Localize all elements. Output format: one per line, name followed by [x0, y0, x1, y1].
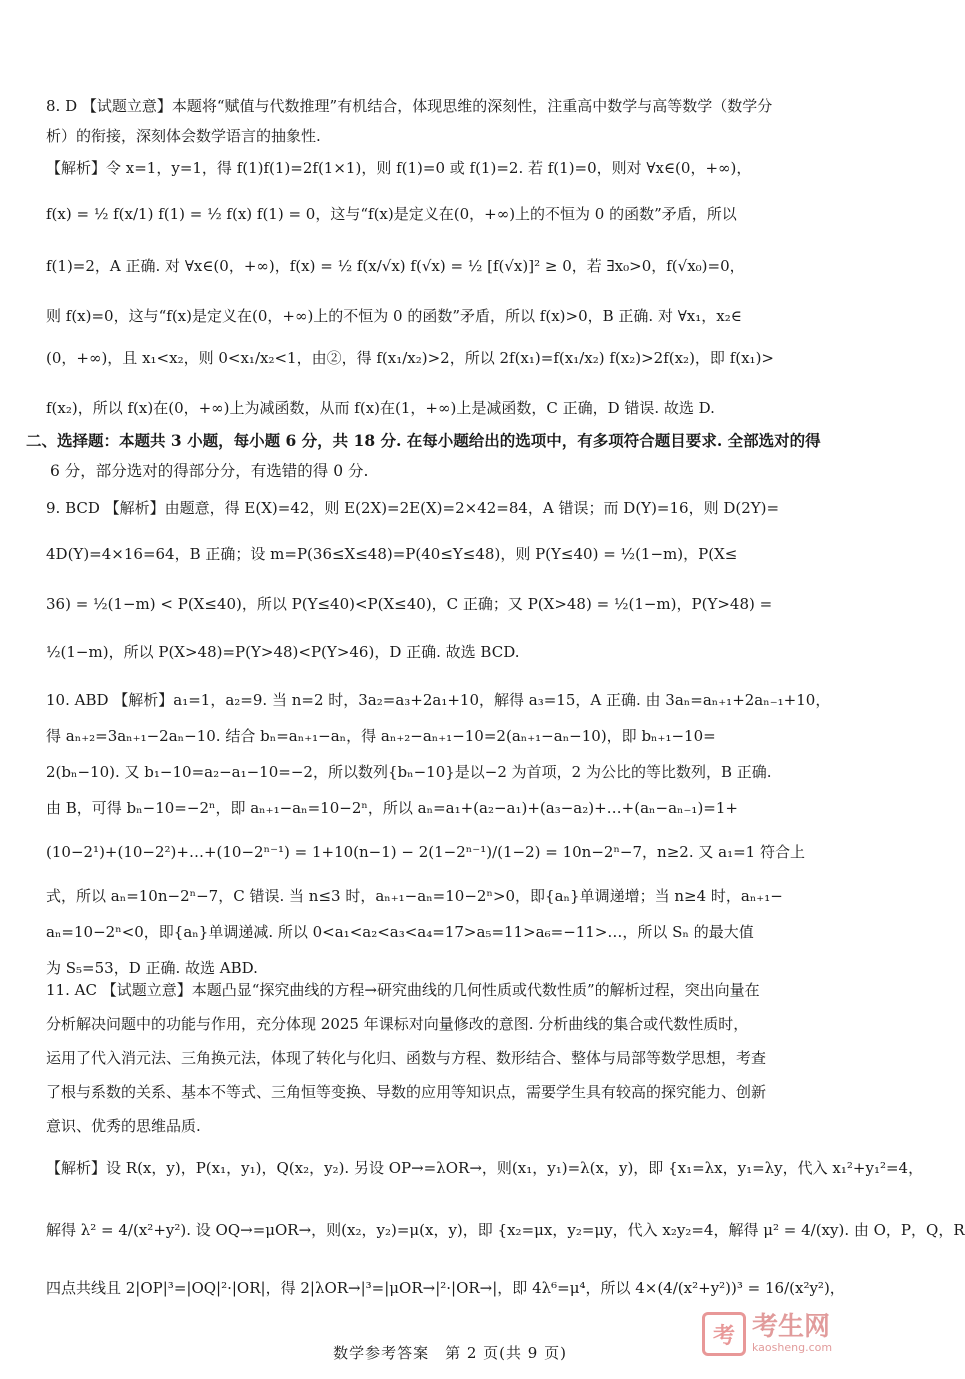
- q11-line: 【解析】设 R(x，y)，P(x₁，y₁)，Q(x₂，y₂). 另设 OP→=λOR→，则(x₁，y₁)=λ(x，y)，即 {x₁=λx，y₁=λy，代入 x₁²+y₁²=4，: [46, 1159, 924, 1177]
- watermark-text: [752, 1313, 832, 1355]
- q11-line: 分析解决问题中的功能与作用，充分体现 2025 年课标对向量修改的意图. 分析曲线的集合或代数性质时，: [46, 1015, 749, 1033]
- question-9: [46, 498, 872, 664]
- q8-line: 8. D 【试题立意】本题将“赋值与代数推理”有机结合，体现思维的深刻性，注重高中数学与高等数学（数学分: [46, 97, 773, 115]
- q9-line: ½(1−m)，所以 P(X>48)=P(Y>48)<P(Y>46)，D 正确. 故选 BCD.: [46, 643, 520, 661]
- q8-line: 【解析】令 x=1，y=1，得 f(1)f(1)=2f(1×1)，则 f(1)=0 或 f(1)=2. 若 f(1)=0，则对 ∀x∈(0，+∞)，: [46, 159, 752, 177]
- q10-line: (10−2¹)+(10−2²)+…+(10−2ⁿ⁻¹) = 1+10(n−1) − 2(1−2ⁿ⁻¹)/(1−2) = 10n−2ⁿ−7，n≥2. 又 a₁=1 符合上: [46, 843, 805, 861]
- q8-line: f(x₂)，所以 f(x)在(0，+∞)上为减函数，从而 f(x)在(1，+∞)上是减函数，C 正确，D 错误. 故选 D.: [46, 399, 715, 417]
- q8-line: 则 f(x)=0，这与“f(x)是定义在(0，+∞)上的不恒为 0 的函数”矛盾，所以 f(x)>0，B 正确. 对 ∀x₁，x₂∈: [46, 307, 742, 325]
- q8-line: (0，+∞)，且 x₁<x₂，则 0<x₁/x₂<1，由②，得 f(x₁/x₂)>2，所以 2f(x₁)=f(x₁/x₂) f(x₂)>2f(x₂)，即 f(x₁)>: [46, 349, 774, 367]
- watermark-cn: 考生网: [752, 1312, 831, 1342]
- q10-line: 式，所以 aₙ=10n−2ⁿ−7，C 错误. 当 n≤3 时，aₙ₊₁−aₙ=10−2ⁿ>0，即{aₙ}单调递增；当 n≥4 时，aₙ₊₁−: [46, 887, 783, 905]
- question-10: [46, 690, 872, 980]
- watermark-badge-icon: 考: [702, 1312, 746, 1356]
- q9-line: 36) = ½(1−m) < P(X≤40)，所以 P(Y≤40)<P(X≤40)，C 正确；又 P(X>48) = ½(1−m)，P(Y>48) =: [46, 595, 773, 613]
- section-2-heading: [26, 430, 874, 482]
- section-2-line: 6 分，部分选对的得部分分，有选错的得 0 分.: [50, 462, 369, 480]
- q8-line: f(x) = ½ f(x/1) f(1) = ½ f(x) f(1) = 0，这与“f(x)是定义在(0，+∞)上的不恒为 0 的函数”矛盾，所以: [46, 205, 737, 223]
- q11-line: 意识、优秀的思维品质.: [46, 1117, 201, 1135]
- page-footer: 数学参考答案 第 2 页(共 9 页): [333, 1344, 567, 1362]
- watermark-en: kaosheng.com: [752, 1341, 833, 1354]
- section-2-line: 二、选择题：本题共 3 小题，每小题 6 分，共 18 分. 在每小题给出的选项中，有多项符合题目要求. 全部选对的得: [26, 431, 821, 450]
- question-8: [46, 96, 872, 420]
- q11-line: 了根与系数的关系、基本不等式、三角恒等变换、导数的应用等知识点，需要学生具有较高的探究能力、创新: [46, 1083, 767, 1101]
- q11-line: 运用了代入消元法、三角换元法，体现了转化与化归、函数与方程、数形结合、整体与局部等数学思想，考查: [46, 1049, 767, 1067]
- q10-line: 10. ABD 【解析】a₁=1，a₂=9. 当 n=2 时，3a₂=a₃+2a₁+10，解得 a₃=15，A 正确. 由 3aₙ=aₙ₊₁+2aₙ₋₁+10，: [46, 691, 831, 709]
- q10-line: 由 B，可得 bₙ−10=−2ⁿ，即 aₙ₊₁−aₙ=10−2ⁿ，所以 aₙ=a₁+(a₂−a₁)+(a₃−a₂)+…+(aₙ−aₙ₋₁)=1+: [46, 799, 738, 817]
- watermark-logo: [702, 1308, 872, 1360]
- q8-line: f(1)=2，A 正确. 对 ∀x∈(0，+∞)，f(x) = ½ f(x/√x) f(√x) = ½ [f(√x)]² ≥ 0，若 ∃x₀>0，f(√x₀)=0，: [46, 257, 745, 275]
- q9-line: 9. BCD 【解析】由题意，得 E(X)=42，则 E(2X)=2E(X)=2×42=84，A 错误；而 D(Y)=16，则 D(2Y)=: [46, 499, 780, 517]
- q10-line: 得 aₙ₊₂=3aₙ₊₁−2aₙ−10. 结合 bₙ=aₙ₊₁−aₙ，得 aₙ₊₂−aₙ₊₁−10=2(aₙ₊₁−aₙ−10)，即 bₙ₊₁−10=: [46, 727, 716, 745]
- q8-line: 析）的衔接，深刻体会数学语言的抽象性.: [46, 127, 321, 145]
- q10-line: 为 S₅=53，D 正确. 故选 ABD.: [46, 959, 258, 977]
- q9-line: 4D(Y)=4×16=64，B 正确；设 m=P(36≤X≤48)=P(40≤Y≤48)，则 P(Y≤40) = ½(1−m)，P(X≤: [46, 545, 738, 563]
- q10-line: 2(bₙ−10). 又 b₁−10=a₂−a₁−10=−2，所以数列{bₙ−10}是以−2 为首项，2 为公比的等比数列，B 正确.: [46, 763, 772, 781]
- q11-line: 解得 λ² = 4/(x²+y²). 设 OQ→=μOR→，则(x₂，y₂)=μ(x，y)，即 {x₂=μx，y₂=μy，代入 x₂y₂=4，解得 μ² = 4/(xy). 由 O，P，Q，R: [46, 1221, 965, 1239]
- q10-line: aₙ=10−2ⁿ<0，即{aₙ}单调递减. 所以 0<a₁<a₂<a₃<a₄=17>a₅=11>a₆=−11>…，所以 Sₙ 的最大值: [46, 923, 754, 941]
- question-11: [46, 980, 965, 1304]
- q11-line: 四点共线且 2|OP|³=|OQ|²·|OR|，得 2|λOR→|³=|μOR→|²·|OR→|，即 4λ⁶=μ⁴，所以 4×(4/(x²+y²))³ = 16/(x²y²)，: [46, 1279, 845, 1297]
- q11-line: 11. AC 【试题立意】本题凸显“探究曲线的方程→研究曲线的几何性质或代数性质”的解析过程，突出向量在: [46, 981, 760, 999]
